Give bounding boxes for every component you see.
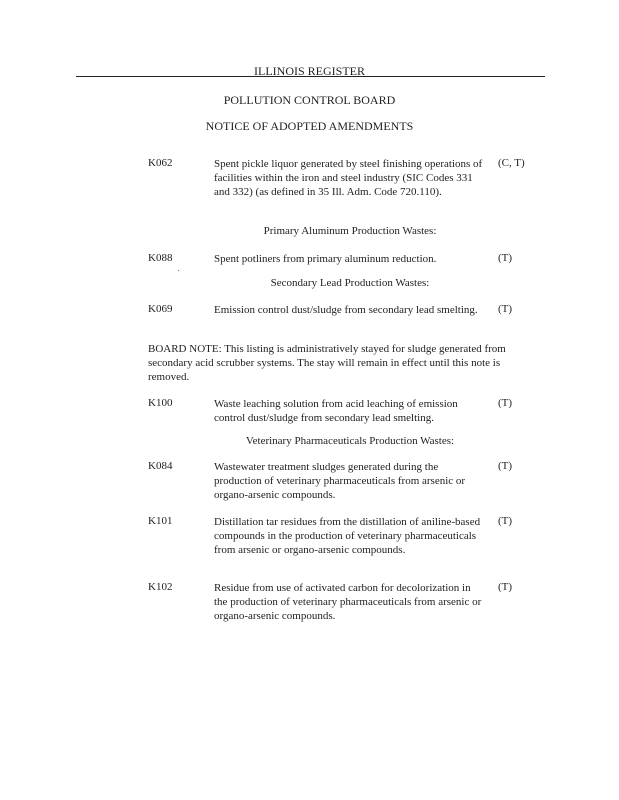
register-title: ILLINOIS REGISTER <box>254 64 365 78</box>
subheading-primary-aluminum: Primary Aluminum Production Wastes: <box>263 225 437 237</box>
hazard-code-k102: (T) <box>498 581 513 593</box>
hazard-code-k101: (T) <box>498 515 513 527</box>
scan-speck <box>178 270 179 271</box>
hazard-code-k084: (T) <box>498 460 513 472</box>
waste-description-k101: Distillation tar residues from the distillation of aniline-based compounds in the production of veterinary pharmaceuticals from arsenic or organo-arsenic compounds. <box>214 516 481 556</box>
waste-code-k062: K062 <box>148 157 173 169</box>
waste-code-k084: K084 <box>148 460 173 472</box>
waste-code-k101: K101 <box>148 515 173 527</box>
subheading-secondary-lead: Secondary Lead Production Wastes: <box>270 277 430 289</box>
board-note: BOARD NOTE: This listing is administratively stayed for sludge generated from secondary acid scrubber systems. The stay will remain in effect until this note is removed. <box>148 343 506 383</box>
waste-code-k088: K088 <box>148 252 173 264</box>
waste-description-k088: Spent potliners from primary aluminum reduction. <box>214 253 437 265</box>
waste-description-k062: Spent pickle liquor generated by steel finishing operations of facilities within the iron and steel industry (SIC Codes 331 and 332) (as defined in 35 Ill. Adm. Code 720.110). <box>214 158 483 198</box>
hazard-code-k100: (T) <box>498 397 513 409</box>
waste-code-k100: K100 <box>148 397 173 409</box>
waste-description-k100: Waste leaching solution from acid leaching of emission control dust/sludge from secondary lead smelting. <box>214 398 458 424</box>
hazard-code-k088: (T) <box>498 252 513 264</box>
hazard-code-k062: (C, T) <box>498 157 525 169</box>
waste-code-k102: K102 <box>148 581 173 593</box>
notice-title: NOTICE OF ADOPTED AMENDMENTS <box>205 119 414 133</box>
waste-code-k069: K069 <box>148 303 173 315</box>
subheading-veterinary: Veterinary Pharmaceuticals Production Wastes: <box>245 435 455 447</box>
waste-description-k102: Residue from use of activated carbon for decolorization in the production of veterinary pharmaceuticals from arsenic or organo-arsenic compounds. <box>214 582 482 622</box>
header-rule <box>76 76 545 77</box>
waste-description-k084: Wastewater treatment sludges generated during the production of veterinary pharmaceuticals from arsenic or organo-arsenic compounds. <box>214 461 466 501</box>
board-title: POLLUTION CONTROL BOARD <box>223 93 396 107</box>
waste-description-k069: Emission control dust/sludge from secondary lead smelting. <box>214 304 478 316</box>
hazard-code-k069: (T) <box>498 303 513 315</box>
